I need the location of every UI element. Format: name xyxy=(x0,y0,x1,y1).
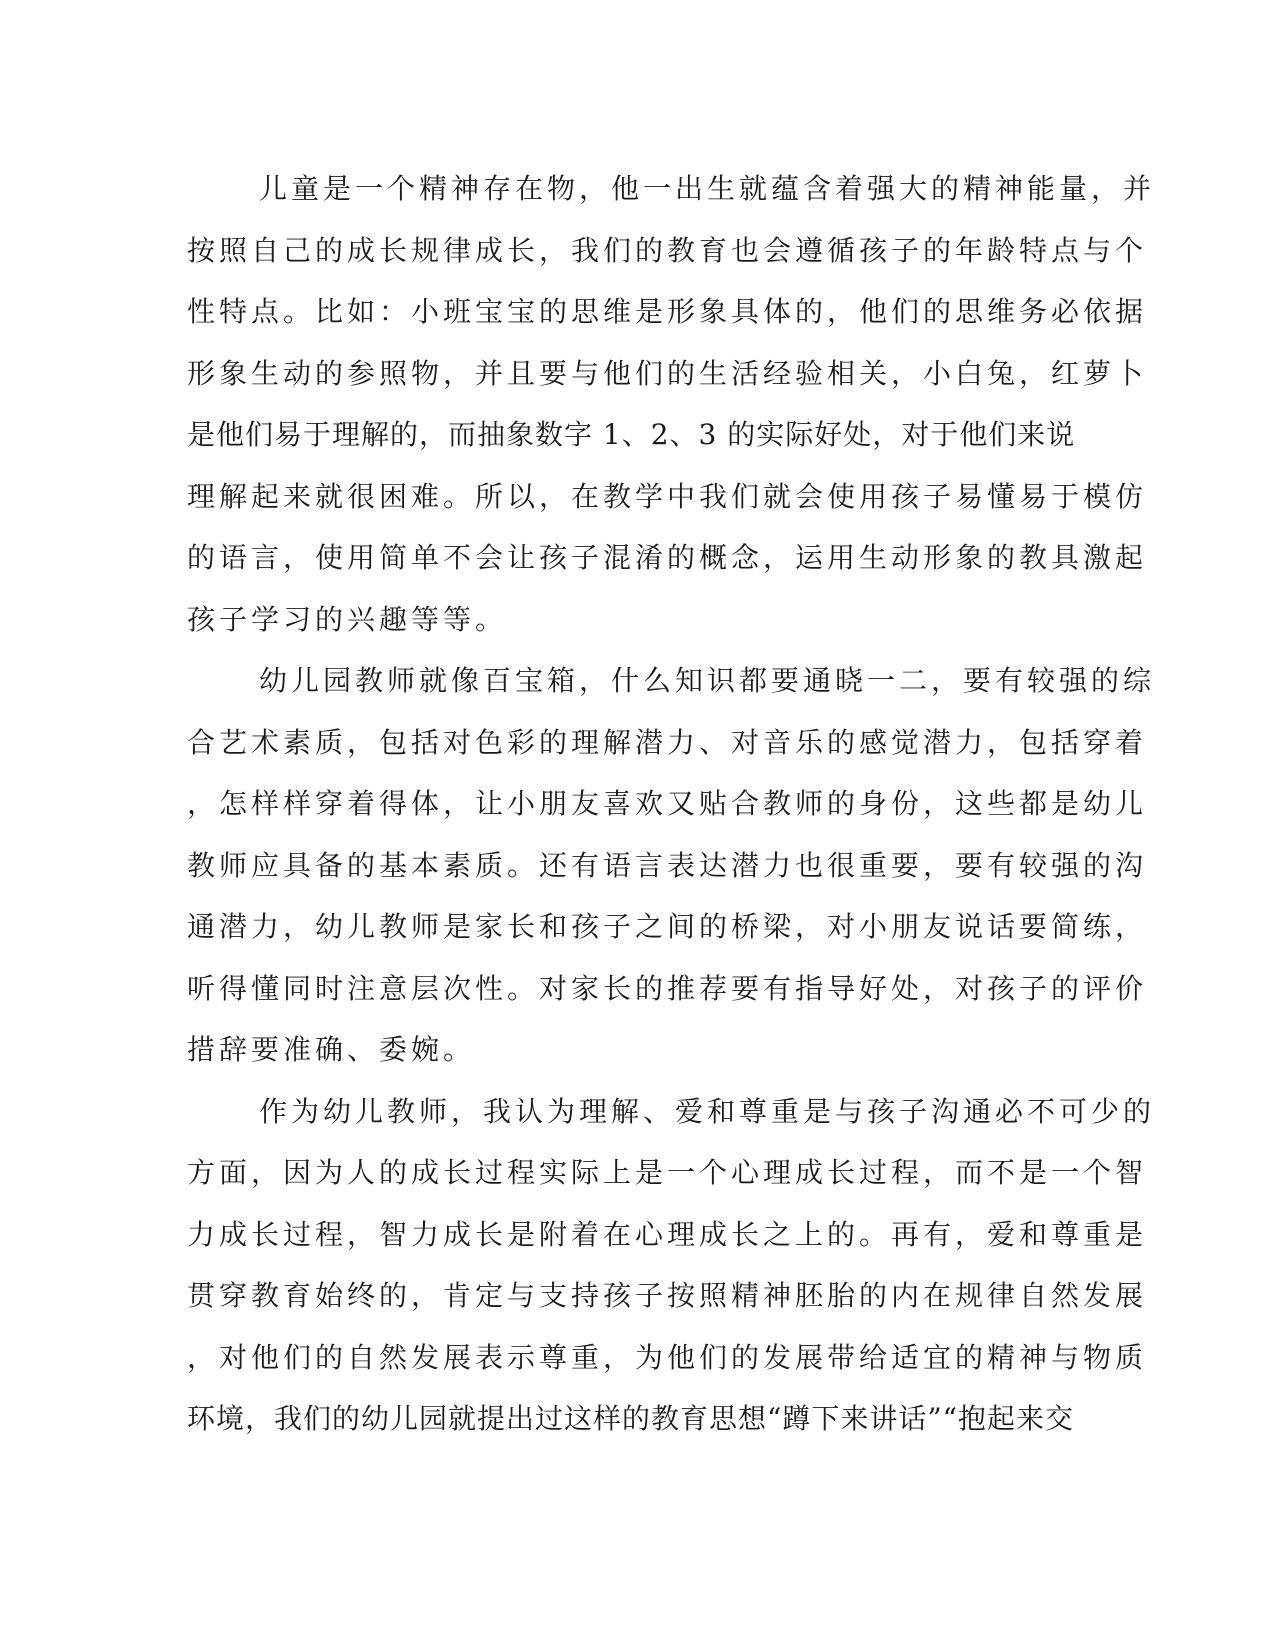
text-line: 儿童是一个精神存在物，他一出生就蕴含着强大的精神能量，并 xyxy=(259,172,1156,205)
text-line: 性特点。比如：小班宝宝的思维是形象具体的，他们的思维务必依据 xyxy=(187,295,1148,328)
text-line: 合艺术素质，包括对色彩的理解潜力、对音乐的感觉潜力，包括穿着 xyxy=(187,725,1148,759)
text-line: ，对他们的自然发展表示尊重，为他们的发展带给适宜的精神与物质 xyxy=(187,1340,1148,1374)
text-line: ，怎样样穿着得体，让小朋友喜欢又贴合教师的身份，这些都是幼儿 xyxy=(187,787,1148,820)
text-line: 孩子学习的兴趣等等。 xyxy=(187,602,508,636)
paragraph xyxy=(187,158,1156,650)
text-line: 措辞要准确、委婉。 xyxy=(187,1033,476,1066)
text-line: 按照自己的成长规律成长，我们的教育也会遵循孩子的年龄特点与个 xyxy=(187,233,1148,267)
text-line: 的语言，使用简单不会让孩子混淆的概念，运用生动形象的教具激起 xyxy=(187,541,1148,574)
text-line: 教师应具备的基本素质。还有语言表达潜力也很重要，要有较强的沟 xyxy=(187,848,1148,882)
text-line: 是他们易于理解的，而抽象数字 1、2、3 的实际好处，对于他们来说 xyxy=(187,418,1076,451)
text-line: 贯穿教育始终的，肯定与支持孩子按照精神胚胎的内在规律自然发展 xyxy=(187,1279,1148,1312)
text-line: 方面，因为人的成长过程实际上是一个心理成长过程，而不是一个智 xyxy=(187,1156,1148,1189)
text-line: 作为幼儿教师，我认为理解、爱和尊重是与孩子沟通必不可少的 xyxy=(259,1094,1156,1128)
paragraph xyxy=(187,1081,1156,1450)
text-line: 环境，我们的幼儿园就提出过这样的教育思想“蹲下来讲话”“抱起来交 xyxy=(187,1402,1074,1435)
text-line: 力成长过程，智力成长是附着在心理成长之上的。再有，爱和尊重是 xyxy=(187,1217,1148,1251)
text-line: 听得懂同时注意层次性。对家长的推荐要有指导好处，对孩子的评价 xyxy=(187,971,1148,1005)
paragraph xyxy=(187,650,1156,1081)
document-body xyxy=(187,158,1156,1450)
text-line: 幼儿园教师就像百宝箱，什么知识都要通晓一二，要有较强的综 xyxy=(259,664,1156,697)
text-line: 理解起来就很困难。所以，在教学中我们就会使用孩子易懂易于模仿 xyxy=(187,479,1148,513)
text-line: 形象生动的参照物，并且要与他们的生活经验相关，小白兔，红萝卜 xyxy=(187,356,1148,390)
text-line: 通潜力，幼儿教师是家长和孩子之间的桥梁，对小朋友说话要简练， xyxy=(187,910,1148,943)
